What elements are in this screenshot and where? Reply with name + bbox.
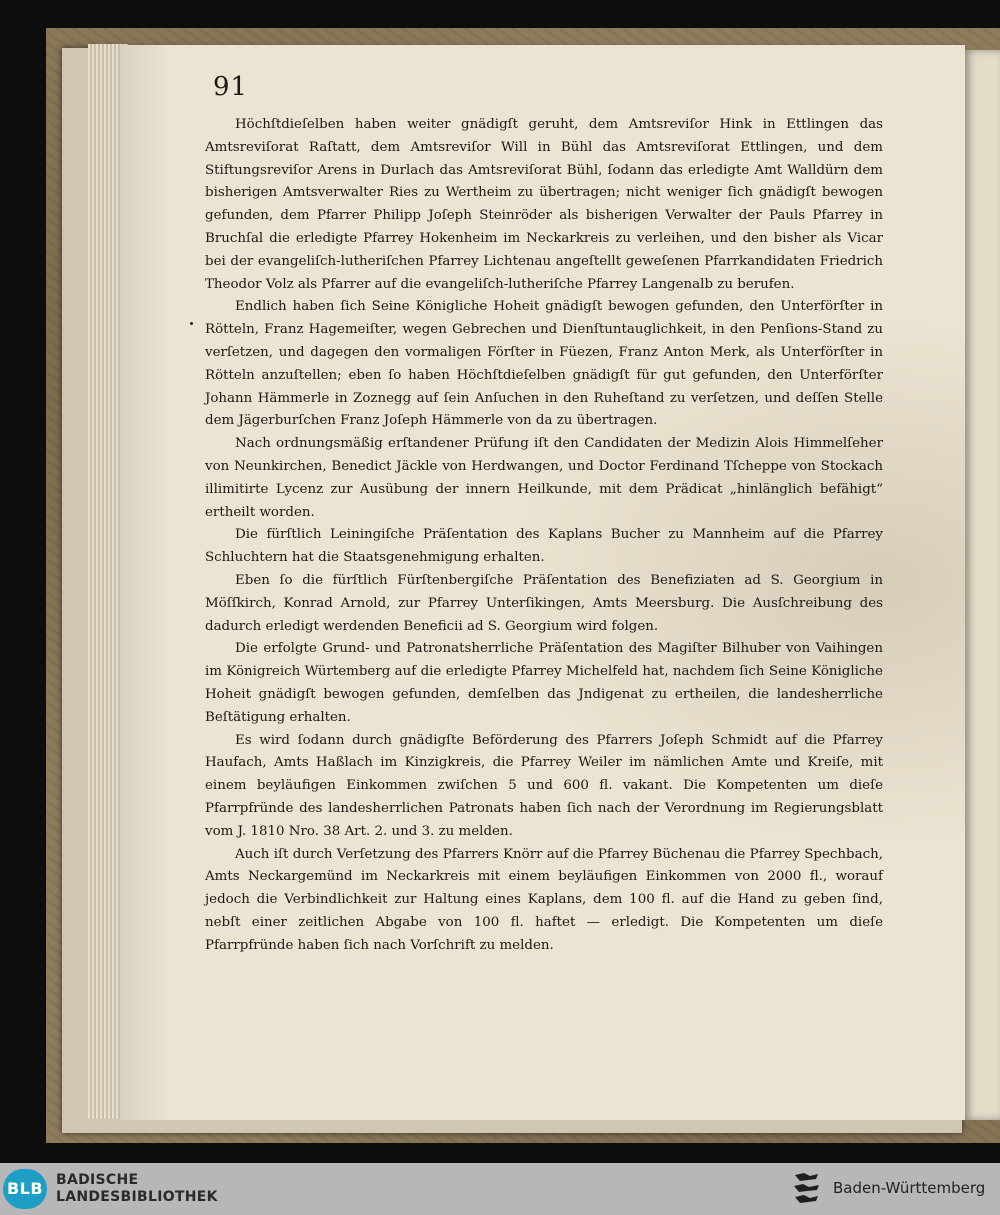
page-number: 91 — [213, 72, 249, 102]
blb-logo[interactable]: BLB — [3, 1169, 47, 1209]
viewer-footer — [0, 1163, 1000, 1215]
margin-mark — [190, 322, 193, 325]
paragraph: Die fürſtlich Leiningiſche Präſentation des Kaplans Bucher zu Mannheim auf die Pfarrey Schluchtern hat die Staatsgenehmigung erhalten. — [205, 527, 883, 566]
paragraph: Es wird ſodann durch gnädigſte Beförderung des Pfarrers Joſeph Schmidt auf die Pfarrey Haufach, Amts Haßlach im Kinzigkreis, die Pfarrey Weiler im nämlichen Amte und Kreiſe, mit einem beyläufigen Einkommen zwiſchen 5 und 600 fl. vakant. Die Kompetenten um dieſe Pfarrpfründe des landesherrlichen Patronats haben ſich nach der Verordnung im Regierungsblatt vom J. 1810 Nro. 38 Art. 2. und 3. zu melden. — [205, 732, 883, 839]
paragraph: Nach ordnungsmäßig erſtandener Prüfung iſt den Candidaten der Medizin Alois Himmelſeher von Neunkirchen, Benedict Jäckle von Herdwangen, und Doctor Ferdinand Tſcheppe von Stockach illimitirte Lycenz zur Ausübung der innern Heilkunde, mit dem Prädicat „hinlänglich befähigt“ ertheilt worden. — [205, 436, 883, 520]
page-text — [205, 114, 883, 957]
paragraph: Endlich haben ſich Seine Königliche Hoheit gnädigſt bewogen gefunden, den Unterförſter in Rötteln, Franz Hagemeiſter, wegen Gebrechen und Dienſtuntauglichkeit, in den Penſions-Stand zu verſetzen, und dagegen den vormaligen Förſter in Füezen, Franz Anton Merk, als Unterförſter in Rötteln anzuſtellen; eben ſo haben Höchſtdieſelben gnädigſt für gut gefunden, den Unterförſter Johann Hämmerle in Zoznegg auf ſein Anſuchen in den Ruheſtand zu verſetzen, und deſſen Stelle dem Jägerburſchen Franz Joſeph Hämmerle von da zu übertragen. — [205, 299, 883, 429]
paragraph: Auch iſt durch Verſetzung des Pfarrers Knörr auf die Pfarrey Büchenau die Pfarrey Spechbach, Amts Neckargemünd im Neckarkreis mit einem beyläufigen Einkommen von 2000 fl., worauf jedoch die Verbindlichkeit zur Haltung eines Kaplans, dem 100 fl. auf die Hand zu geben ſind, nebſt einer zeitlichen Abgabe von 100 fl. haftet — erledigt. Die Kompetenten um dieſe Pfarrpfründe haben ſich nach Vorſchrift zu melden. — [205, 846, 883, 953]
library-name[interactable] — [56, 1172, 218, 1206]
library-name-line2: LANDESBIBLIOTHEK — [56, 1189, 218, 1205]
paragraph: Eben ſo die fürſtlich Fürſtenbergiſche Präſentation des Benefiziaten ad S. Georgium in Möſſkirch, Konrad Arnold, zur Pfarrey Unterſikingen, Amts Meersburg. Die Ausſchreibung des dadurch erledigt werdenden Beneficii ad S. Georgium wird folgen. — [205, 572, 883, 634]
facing-page-edge — [965, 50, 1000, 1120]
partner-name[interactable]: Baden-Württemberg — [833, 1179, 986, 1197]
baden-wuerttemberg-lions-icon — [792, 1171, 822, 1207]
paragraph: Die erfolgte Grund- und Patronatsherrliche Präſentation des Magiſter Bilhuber von Vaihingen im Königreich Würtemberg auf die erledigte Pfarrey Michelfeld hat, nachdem ſich Seine Königliche Hoheit gnädigſt bewogen gefunden, demſelben das Jndigenat zu ertheilen, die landesherrliche Beſtätigung erhalten. — [205, 641, 883, 725]
library-name-line1: BADISCHE — [56, 1172, 139, 1188]
paragraph: Höchſtdieſelben haben weiter gnädigſt geruht, dem Amtsreviſor Hink in Ettlingen das Amtsreviſorat Raſtatt, dem Amtsreviſor Will in Bühl das Amtsreviſorat Ettlingen, und dem Stiftungsreviſor Arens in Durlach das Amtsreviſorat Bühl, ſodann das erledigte Amt Walldürn dem bisherigen Amtsverwalter Ries zu Wertheim zu übertragen; nicht weniger ſich gnädigſt bewogen gefunden, dem Pfarrer Philipp Joſeph Steinröder als bisherigen Verwalter der Pauls Pfarrey in Bruchſal die erledigte Pfarrey Hokenheim im Neckarkreis zu verleihen, und den bisher als Vicar bei der evangeliſch-lutheriſchen Pfarrey Lichtenau angeſtellt geweſenen Pfarrkandidaten Friedrich Theodor Volz als Pfarrer auf die evangeliſch-lutheriſche Pfarrey Langenalb zu berufen. — [205, 117, 883, 292]
